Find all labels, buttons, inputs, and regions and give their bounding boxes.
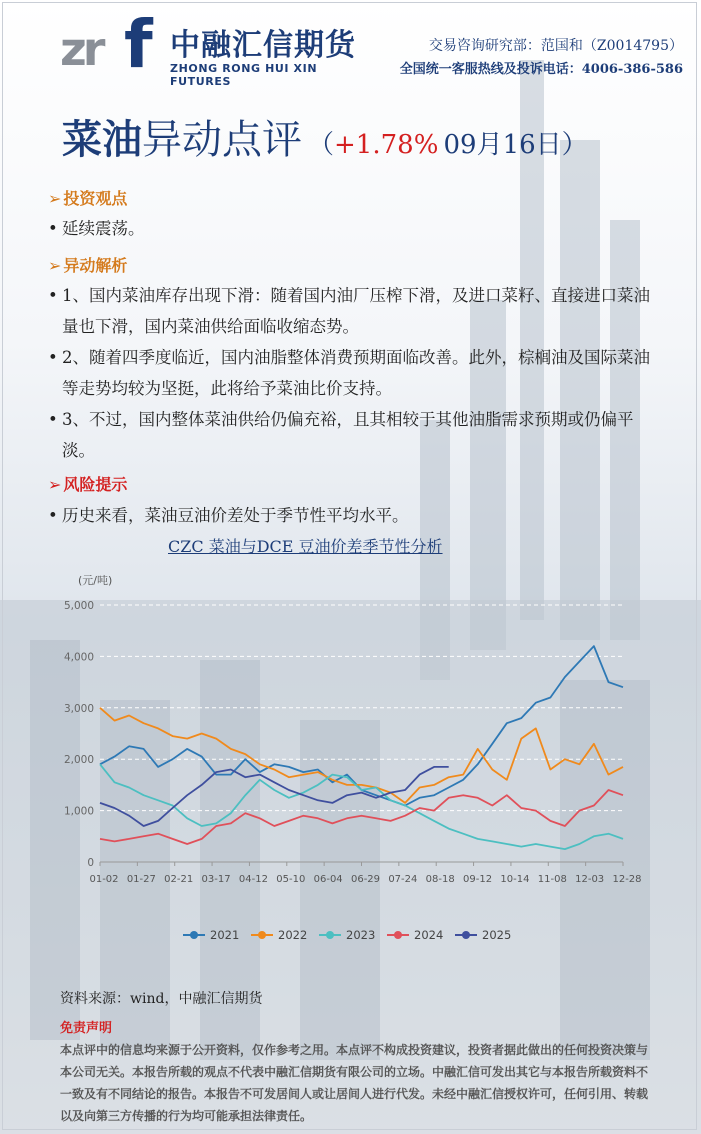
spread-seasonal-chart xyxy=(58,560,658,960)
logo-english-name: ZHONG RONG HUI XIN FUTURES xyxy=(170,62,318,88)
legend-label-2023: 2023 xyxy=(346,928,376,942)
analyst-line: 交易咨询研究部：范国和（Z0014795） xyxy=(428,38,683,54)
data-source: 资料来源：wind，中融汇信期货 xyxy=(60,991,263,1007)
arrow-icon: ➢ xyxy=(48,189,62,208)
bullet-dot-icon: • xyxy=(48,348,58,367)
section-label: 风险提示 xyxy=(63,475,128,494)
x-tick-label: 02-21 xyxy=(164,874,194,885)
logo-chinese-name: 中融汇信期货 xyxy=(170,28,356,63)
title-commodity: 菜油 xyxy=(62,116,142,163)
title-date: 09月16日） xyxy=(443,130,588,160)
bullet-text: 延续震荡。 xyxy=(62,219,145,238)
legend-label-2022: 2022 xyxy=(278,928,308,942)
bullet-analysis-3 xyxy=(48,404,658,466)
y-tick-label: 0 xyxy=(87,857,94,869)
hotline-line: 全国统一客服热线及投诉电话：4006-386-586 xyxy=(399,62,683,77)
arrow-icon: ➢ xyxy=(48,256,62,275)
title-subject: 异动点评 xyxy=(142,117,302,163)
section-label: 投资观点 xyxy=(63,189,128,208)
section-analysis xyxy=(48,253,127,276)
bullet-dot-icon: • xyxy=(48,506,58,525)
section-investment-view xyxy=(48,186,127,209)
company-logo xyxy=(60,6,380,88)
title-change: +1.78% xyxy=(334,130,439,160)
arrow-icon: ➢ xyxy=(48,475,62,494)
bullet-view xyxy=(48,213,658,244)
y-tick-label: 3,000 xyxy=(63,702,94,715)
x-tick-label: 01-02 xyxy=(89,874,119,885)
x-tick-label: 10-14 xyxy=(500,874,530,885)
contact-info xyxy=(400,34,683,82)
bullet-risk xyxy=(48,500,658,531)
series-line-2024 xyxy=(100,790,623,844)
x-tick-label: 12-03 xyxy=(575,874,605,885)
legend-label-2021: 2021 xyxy=(210,928,240,942)
x-tick-label: 08-18 xyxy=(425,874,455,885)
series-line-2021 xyxy=(100,646,623,805)
x-tick-label: 12-28 xyxy=(612,874,642,885)
x-tick-label: 03-17 xyxy=(201,874,231,885)
x-tick-label: 01-27 xyxy=(126,874,156,885)
bullet-text: 1、国内菜油库存出现下滑：随着国内油厂压榨下滑，及进口菜籽、直接进口菜油量也下滑，国内菜油供给面临收缩态势。 xyxy=(62,286,650,336)
legend-label-2024: 2024 xyxy=(414,928,444,942)
bullet-text: 历史来看，菜油豆油价差处于季节性平均水平。 xyxy=(62,506,409,525)
y-tick-label: 2,000 xyxy=(63,754,94,767)
legend-marker-2024 xyxy=(394,931,402,939)
x-tick-label: 07-24 xyxy=(388,874,418,885)
bullet-dot-icon: • xyxy=(48,410,58,429)
legend-marker-2021 xyxy=(190,931,198,939)
legend-marker-2025 xyxy=(462,931,470,939)
x-tick-label: 05-10 xyxy=(276,874,306,885)
disclaimer-text: 本点评中的信息均来源于公开资料，仅作参考之用。本点评不构成投资建议，投资者据此做出的任何投资决策与本公司无关。本报告所载的观点不代表中融汇信期货有限公司的立场。中融汇信可发出其它与本报告所载资料不一致及有不同结论的报告。本报告不可发居间人或让居间人进行代发。未经中融汇信授权许可，任何引用、转载以及向第三方传播的行为均可能承担法律责任。 xyxy=(60,1043,649,1123)
title-paren: （ xyxy=(308,130,335,160)
y-axis-label: (元/吨) xyxy=(78,574,113,587)
bullet-dot-icon: • xyxy=(48,219,58,238)
x-tick-label: 09-12 xyxy=(463,874,493,885)
y-tick-label: 4,000 xyxy=(63,651,94,664)
x-tick-label: 11-08 xyxy=(537,874,567,885)
bullet-dot-icon: • xyxy=(48,286,58,305)
series-line-2023 xyxy=(100,764,623,849)
legend-marker-2023 xyxy=(326,931,334,939)
chart-title: CZC 菜油与DCE 豆油价差季节性分析 xyxy=(168,537,443,556)
x-tick-label: 06-04 xyxy=(313,874,343,885)
section-label: 异动解析 xyxy=(63,256,128,275)
bullet-text: 2、随着四季度临近，国内油脂整体消费预期面临改善。此外，棕榈油及国际菜油等走势均较为坚挺，此将给予菜油比价支持。 xyxy=(62,348,650,398)
y-tick-label: 1,000 xyxy=(63,805,94,818)
bullet-analysis-2 xyxy=(48,342,658,404)
bullet-analysis-1 xyxy=(48,280,658,342)
logo-f-mark: f xyxy=(124,6,153,83)
x-tick-label: 04-12 xyxy=(238,874,268,885)
y-tick-label: 5,000 xyxy=(63,600,94,612)
x-tick-label: 06-29 xyxy=(350,874,381,885)
legend-marker-2022 xyxy=(258,931,266,939)
report-title xyxy=(62,108,588,165)
disclaimer-title: 免责声明 xyxy=(60,1021,113,1036)
logo-zr-mark: zr xyxy=(60,22,102,76)
legend-label-2025: 2025 xyxy=(482,928,512,942)
bullet-text: 3、不过，国内整体菜油供给仍偏充裕，且其相较于其他油脂需求预期或仍偏平淡。 xyxy=(62,410,634,460)
section-risk xyxy=(48,472,127,495)
